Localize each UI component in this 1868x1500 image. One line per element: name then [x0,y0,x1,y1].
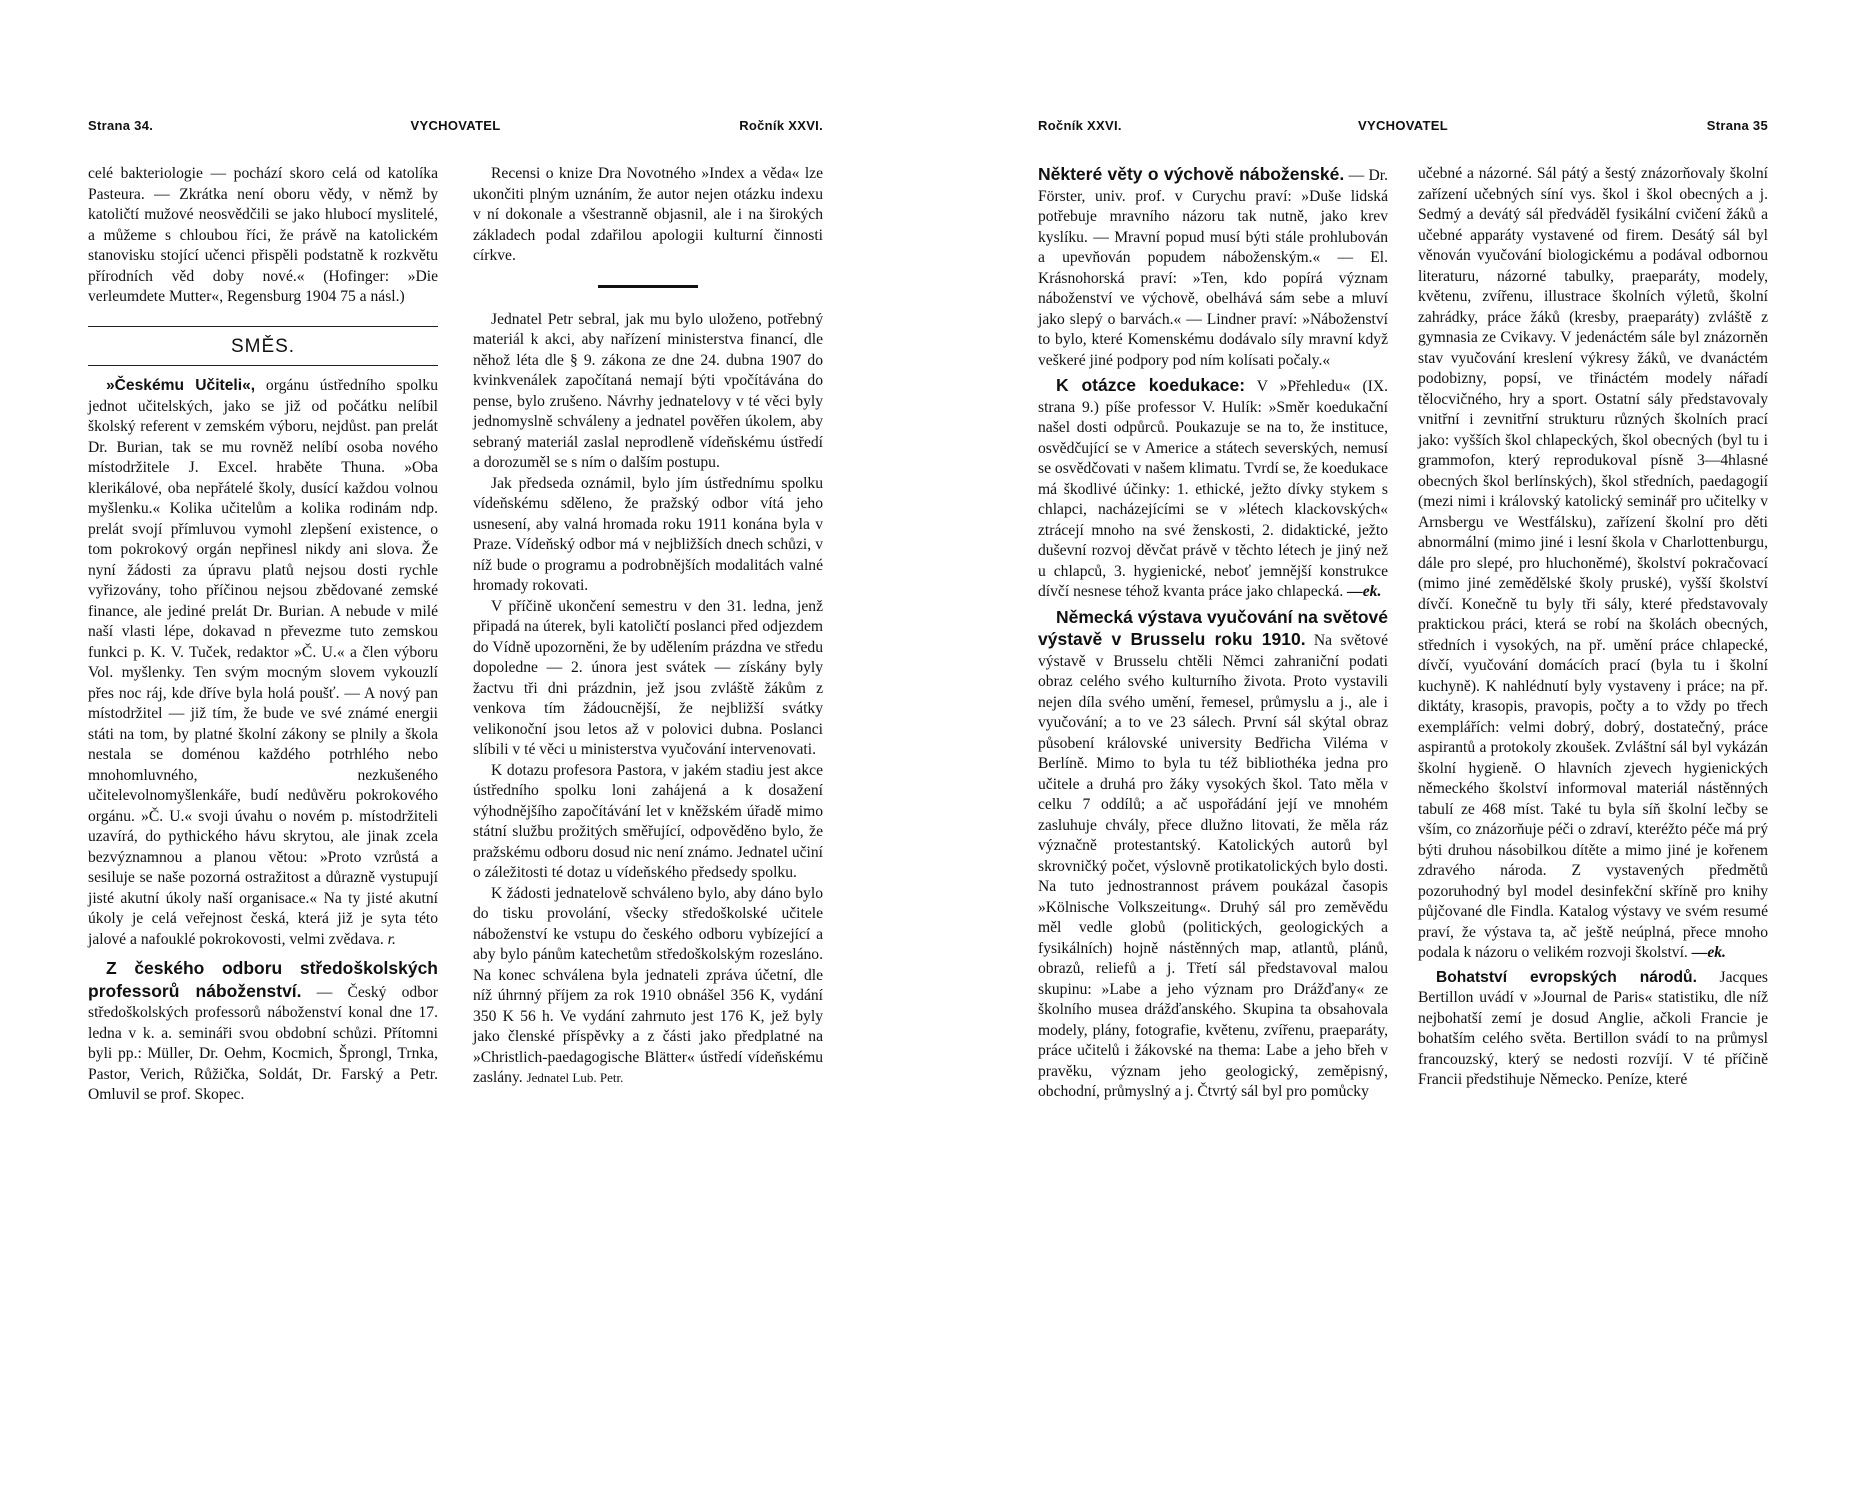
article-vystava-continued [1418,164,1768,964]
article-cesky-odbor [88,958,438,1106]
paragraph-signature: Jednatel Lub. Petr. [526,1070,624,1085]
section-rule-bottom [88,365,438,366]
paragraph-jednatel: Jednatel Petr sebral, jak mu bylo uloženo, potřebný materiál k akci, aby nařízení ministerstva financí, dle něhož léta dle § 9. zákona ze dne 24. dubna 1907 do kvinkvenálek započítaná nemají býti vpočítávána do pense, bylo zrušeno. Návrhy jednatelovy v té věci byly jednomyslně schváleny a jednatel pověřen úkolem, aby sebraný materiál zaslal neprodleně vídeňskému ústředí a dorozuměl se s ním o dalším postupu. [473,310,823,471]
article-koedukace [1038,375,1388,603]
section-smes [88,326,438,367]
paragraph-zadost [473,884,823,1089]
article-heading: »Českému Učiteli«, [106,377,256,394]
article-body: Na světové výstavě v Brusselu chtěli Němci zahraniční podati obraz celého svého kulturního života. Proto vystavili nejen díla svého umění, řemesel, průmyslu a j., ale i vyučování; a to ve 23 sálech. První sál skýtal obraz působení královské university Bedřicha Viléma v Berlíně. Mimo to byla tu též bibliothéka jedna pro učitele a druhá pro žáky vysokých škol. Tato měla v celku 7 oddílů; a ač uspořádání její ve mnohém zasluhuje chvály, přece dlužno litovati, že měla ráz význačně protestantský. Katolických autorů byl skrovničký počet, výslovně protikatolických bylo dosti. Na tuto jednostrannost právem poukázal časopis »Kölnische Volkszeitung«. Druhý sál pro zeměvědu měl vedle globů (politických, geologických a fysikálních) hojně nástěnných map, atlantů, plánů, obrazů, reliefů a j. Třetí sál představoval malou skupinu: »Labe a jeho význam pro Drážďany« ze školního musea drážďanského. Skupina ta obsahovala modely, plány, fotografie, květenu, zvířenu, praeparáty, práce učitelů i žákovské na thema: Labe a jeho břeh v pravěku, význam jeho geologický, zeměpisný, obchodní, průmyslný a j. Čtvrtý sál byl pro pomůcky [1038,632,1388,1100]
article-body: Jacques Bertillon uvádí v »Journal de Paris« statistiku, dle níž nejbohatší zemí je dosud Anglie, ačkoli Francie je bohatším celého světa. Bertillon svádí to na průmysl francouzský, který se nedosti rozvíjí. V té příčině Francii předstihuje Německo. Peníze, které [1418,968,1768,1088]
left-journal-title: VYCHOVATEL [410,118,501,133]
article-body: — Český odbor středoškolských professorů náboženství konal dne 17. ledna v k. a. semináři svou obdobní schůzi. Přítomni byli pp.: Müller, Dr. Oehm, Kocmich, Šprongl, Trnka, Pastor, Verich, Růžička, Soldát, Dr. Farský a Petr. Omluvil se prof. Skopec. [88,983,438,1103]
article-body: V »Přehledu« (IX. strana 9.) píše professor V. Hulík: »Směr koedukační našel dosti odpůrců. Poukazuje se na to, že instituce, osvědčující se v Americe a státech severských, nemusí se osvědčovati v našem klimatu. Tvrdí se, že koedukace má škodlivé účinky: 1. ethické, ježto dívky stykem s chlapci, nacházejícími se v »létech klackovských« ztrácejí mnoho na své ženskosti, 2. didaktické, ježto duševní rozvoj děvčat právě v těchto létech je jiný než u chlapců, 3. hygienické, neboť jemnější konstrukce dívčí nesnese téhož kvanta práce jako chlapecká. [1038,378,1388,600]
article-heading: Z českého odboru středoškolských professorů náboženství. [88,958,438,1001]
article-heading: Německá výstava vyučování na světové výstavě v Brusselu roku 1910. [1038,606,1388,649]
section-title: SMĚS. [230,335,296,357]
article-bohatstvi [1418,968,1768,1091]
paragraph-body: K žádosti jednatelově schváleno bylo, aby dáno bylo do tisku provolání, všecky středoškolské učitele náboženství ke vstupu do českého odboru vybízející a aby bylo pánům katechetům středoškolským rozesláno. Na konec schválena byla jednateli zpráva účetní, dle níž úhrnný příjem za rok 1910 obnášel 356 K, vydání 350 K 56 h. Ve vydání zahrnuto jest 176 K, jež byly jako členské příspěvky a z části jako předplatné na »Christlich-paedagogische Blätter« ústředí vídeňskému zaslány. [473,884,823,1086]
left-page [88,112,823,1482]
paragraph-dotaz: K dotazu profesora Pastora, v jakém stadiu jest akce ústředního spolku loni zahájená a k dosažení výhodnějšího započítávání let v kněžském úřadě mimo státní službu prožitých směřující, odpověděno bylo, že pražskému odboru dosud nic není známo. Jednatel učiní o záležitosti té dotaz u vídeňského předsedy spolku. [473,761,823,881]
article-signature: r. [387,930,396,948]
paragraph-predseda: Jak předseda oznámil, bylo jím ústřednímu spolku vídeňskému sděleno, že pražský odbor vítá jeho usnesení, aby valná hromada roku 1911 konána byla v Praze. Vídeňský odbor má v nejbližších dnech schůzi, v níž bude o programu a podrobnějších modalitách valné hromady rokovati. [473,474,823,594]
left-page-header [88,112,823,142]
article-heading: Některé věty o výchově náboženské. [1038,164,1345,184]
article-signature: —ek. [1691,944,1726,961]
article-heading: Bohatství evropských národů. [1436,968,1697,986]
right-page-number: Strana 35 [1706,118,1768,133]
article-ceskemu-uciteli [88,376,438,950]
left-page-number: Strana 34. [88,118,154,133]
paragraph-semestr: V příčině ukončení semestru v den 31. ledna, jenž připadá na úterek, byli katoličtí poslanci před odjezdem do Vídně upozorněni, že by udělením prázdna ve středu dopoledne — 2. února jest svátek — získány byly žactvu tři dni prázdnin, jež jsou zvláště žákům z venkova tím žádoucnější, že nejbližší svátky velikonoční jsou letos až v polovici dubna. Poslanci slíbili v té věci u ministerstva vyučování intervenovati. [473,597,823,758]
article-body: orgánu ústředního spolku jednot učitelských, jako se již od počátku nelíbil školský referent v zemském výboru, nejdůst. pan prelát Dr. Burian, tak se mu rovněž nelíbí osoba nového místodržitele J. Excel. hraběte Thuna. »Oba klerikálové, oba nepřátelé školy, dusící každou volnou myšlenku.« Kolika učitelům a kolika rodinám ndp. prelát svojí přímluvou vymohl zlepšení existence, o tom pokrokový orgán nepřinesl nikdy ani slova. Že nyní žádosti za úpravu platů nejsou dosti rychle vyřizovány, toho příčinou nejsou zbědované zemské finance, ale jediné prelát Dr. Burian. A nebude v milé naší vlasti lépe, dokavad n převezme tuto zemskou funkci p. K. V. Tuček, redaktor »Č. U.« a člen výboru Vol. myšlenky. Ten svým mocným slovem vykouzlí přes noc ráj, kde dříve byla holá poušť. — A nový pan místodržitel — již tím, že bude ve své známé energii státi na tom, by platné školní zákony se plnily a škola nestala se doménou každého potrhlého nebo mnohomluvného, nezkušeného učitelevolnomyšlenkáře, budí nedůvěru pokrokového orgánu. »Č. U.« svoji úvahu o novém p. místodržiteli uzavírá, do pythického hávu skrytou, ale jinak zcela bezvýznamnou a planou větou: »Proto vzrůstá a sesiluje se naše pozorná ostražitost a důrazně vystupují jisté akutní úkoly naší organisace.« Na ty jisté akutní úkoly je celá veřejnost česká, která již je syta této jalové a nafouklé pokrokovosti, velmi zvědava. [88,377,438,948]
right-page-header [1038,112,1768,142]
separator-rule [598,285,698,288]
article-signature: —ek. [1347,583,1382,600]
article-heading: K otázce koedukace: [1056,375,1246,395]
right-volume-label: Ročník XXVI. [1038,118,1122,133]
article-vety [1038,164,1388,371]
right-column-1 [1038,164,1388,1103]
right-journal-title: VYCHOVATEL [1358,118,1448,133]
left-column-2 [473,164,823,1089]
article-body: učebné a názorné. Sál pátý a šestý znázorňovaly školní zařízení učebných síní vys. škol i škol obecných a j. Sedmý a devátý sál předváděl fysikální cvičení žáků a učebné apparáty vystavené od firem. Desátý sál byl věnován vyučování biologickému a podával odbornou literaturu, názorné tabulky, praeparáty, modely, květenu, zvířenu, illustrace školních výletů, školní zahrádky, práce žáků (kresby, praeparáty) zvláště z gymnasia ze Cvikavy. V jedenáctém sále byl znázorněn stav vyučování kreslení výkresy žáků, ve dvanáctém podobizny, popsí, ve třináctém modely nářadí tělocvičného, hry a sport. Ostatní sály představovaly vnitřní i zevnitřní strukturu různých školních prací jako: vyšších škol chlapeckých, škol obecných (byl tu i grammofon, který reprodukoval písně 3—4hlasné obecných škol berlínských), škol středních, paedagogií (mezi nimi i královský katolický seminář pro učitelky v Arnsbergu ve Westfálsku), zařízení školní pro děti abnormální (mimo jiné i lesní škola v Charlottenburgu, dále pro slepé, pro hluchoněmé), školství pokračovací (mimo jiné zemědělské školy pruské), vyšší školství dívčí. Konečně tu byly tři sály, které představovaly praktickou práci, která se robí na školách obecných, středních i vysokých, na př. umění práce chlapecké, dívčí, vyučování domácích prací (byla tu i školní kuchyně). K nahlédnutí byly vystaveny i práce; na př. diktáty, krasopis, pravopis, počty a to vždy po třech exemplářích: velmi dobrý, dobrý, dostatečný, práce aspirantů a protokoly zkoušek. Zvláštní sál byl vykázán školní hygieně. O hlavních zjevech hygienických německého školství informoval materiál nástěnných tabulí ze 468 míst. Také tu byla síň školní lečby se vším, co znázorňuje péči o zdraví, kteréžto péče má prý býti druhou násobilkou dítěte a mimo jiné je kořenem zdravého národa. Z vystavených předmětů pozoruhodný byl model desinfekční skříně pro knihy půjčované dle Findla. Katalog výstavy ve svém resumé praví, že výstava ta, ač ještě neúplná, přece mnoho podala k názoru o velikém rozvoji školství. [1418,165,1768,961]
right-page [1038,112,1768,1482]
paragraph-recensi: Recensi o knize Dra Novotného »Index a věda« lze ukončiti plným uznáním, že autor nejen otázku indexu v ní dokonale a všestranně objasnil, ale i na širokých základech podal zdařilou apologii kulturní činnosti církve. [473,165,823,264]
article-body: — Dr. Förster, univ. prof. v Curychu praví: »Duše lidská potřebuje mravního názoru tak nutně, jako krev kyslíku. — Mravní popud musí býti stále prohlubován a upevňován popudem náboženským.« — El. Krásnohorská praví: »Ten, kdo popírá význam náboženství ve výchově, obelhává sám sebe a mluví jako slepý o barvách.« — Lindner praví: »Náboženství to bylo, které Komenskému dodávalo síly mravní když veškeré jiné podpory pod ním kolísati počaly.« [1038,167,1388,369]
left-column-1 [88,164,438,1106]
right-column-2 [1418,164,1768,1091]
article-vystava [1038,607,1388,1103]
left-volume-label: Ročník XXVI. [739,118,823,133]
continuation-paragraph: celé bakteriologie — pochází skoro celá od katolíka Pasteura. — Zkrátka není oboru vědy, v němž by katoličtí mužové neosvědčili se jako hlubocí myslitelé, a můžeme s chloubou říci, že právě na katolickém stanovisku stojící učenci přispěli podstatně k rozkvětu přírodních věd doby nové.« (Hofinger: »Die verleumdete Mutter«, Regensburg 1904 75 a násl.) [88,165,438,305]
